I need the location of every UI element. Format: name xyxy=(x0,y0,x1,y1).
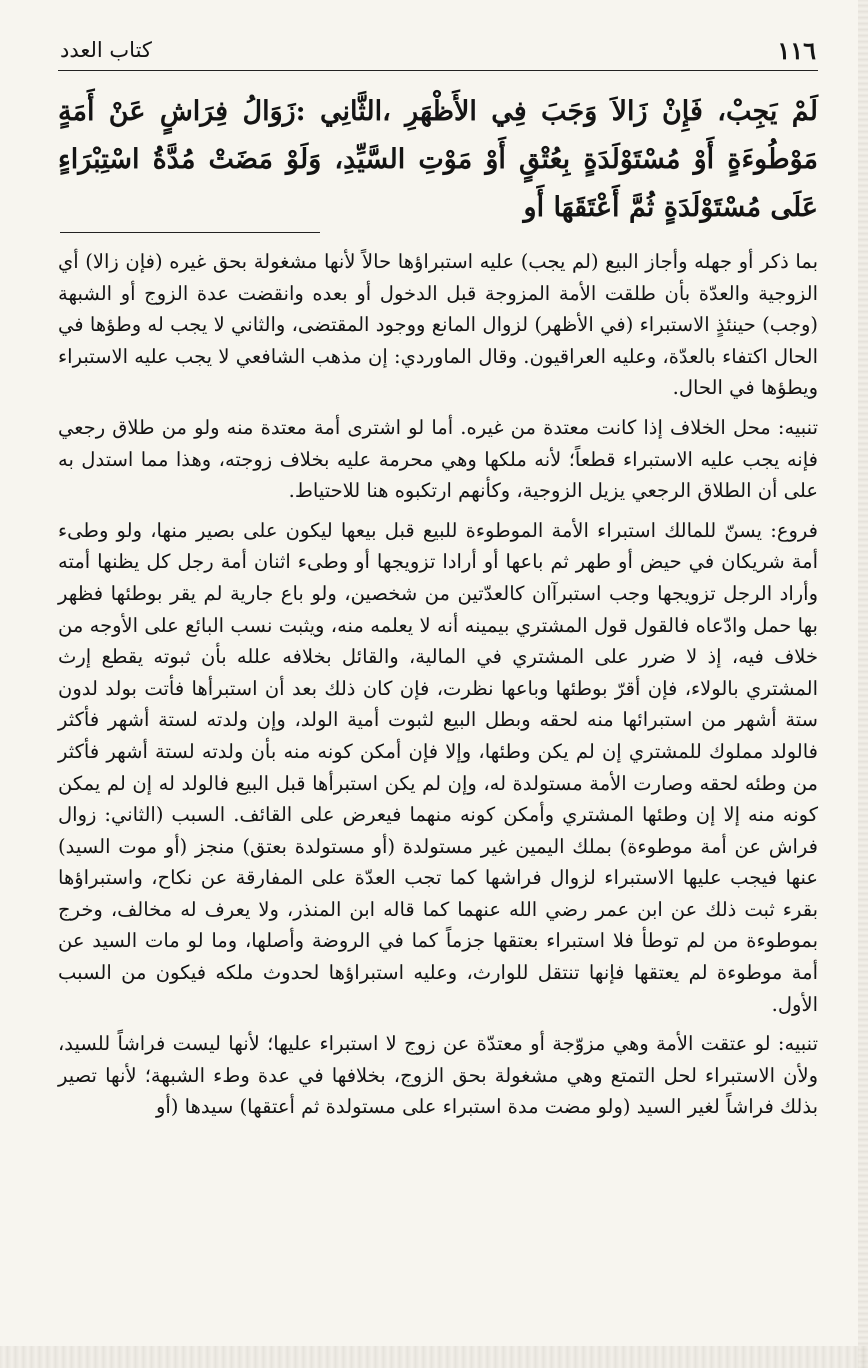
scan-edge-bottom xyxy=(0,1346,868,1368)
commentary-paragraph: تنبيه: لو عتقت الأمة وهي مزوّجة أو معتدّة عن زوج لا استبراء عليها؛ لأنها ليست فراشاً للسيد، ولأن الاستبراء لحل التمتع وهي مشغولة بحق الزوج، بخلافها في عدة وطء الشبهة؛ لأنها تصير بذلك فراشاً لغير السيد (ولو مضت مدة استبراء على مستولدة ثم أعتقها) سيدها (أو xyxy=(58,1032,818,1119)
commentary-paragraph: تنبيه: محل الخلاف إذا كانت معتدة من غيره. أما لو اشترى أمة معتدة منه ولو من طلاق رجعي فإنه يجب عليه الاستبراء قطعاً؛ لأنه ملكها وهي محرمة عليه بخلاف زوجته، وهذا مما استدل به على أن الطلاق الرجعي يزيل الزوجية، وكأنهم ارتكبوه هنا للاحتياط. xyxy=(58,415,818,503)
separator-rule xyxy=(60,232,320,233)
scan-edge-right xyxy=(858,0,868,1368)
page-header xyxy=(58,30,818,71)
commentary-paragraph: بما ذكر أو جهله وأجاز البيع (لم يجب) عليه استبراؤها حالاً لأنها مشغولة بحق غيره (فإن زالا) أي الزوجية والعدّة بأن طلقت الأمة المزوجة قبل الدخول أو بعده وانقضت عدة الزوج أو الشبهة (وجب) حينئذٍ الاستبراء (في الأظهر) لزوال المانع ووجود المقتضى، والثاني لا يجب له وطؤها في الحال اكتفاء بالعدّة، وعليه العراقيون. وقال الماوردي: إن مذهب الشافعي لا يجب عليه الاستبراء ويطؤها في الحال. xyxy=(58,250,818,400)
page-number: ١١٦ xyxy=(777,36,816,65)
commentary xyxy=(58,246,818,1131)
matn-text: لَمْ يَجِبْ، فَإِنْ زَالاَ وَجَبَ فِي الأَظْهَرِ ،الثَّانِي :زَوَالُ فِرَاشٍ عَنْ أَمَةٍ مَوْطُوءَةٍ أَوْ مُسْتَوْلَدَةٍ بِعُتْقٍ أَوْ مَوْتِ السَّيِّدِ، وَلَوْ مَضَتْ مُدَّةُ اسْتِبْرَاءٍ عَلَى مُسْتَوْلَدَةٍ ثُمَّ أَعْتَقَهَا أَو xyxy=(58,96,818,223)
chapter-title: كتاب العدد xyxy=(60,38,152,62)
commentary-paragraph: فروع: يسنّ للمالك استبراء الأمة الموطوءة للبيع قبل بيعها ليكون على بصير منها، ولو وطىء أمة شريكان في حيض أو طهر ثم باعها أو أرادا تزويجها أو وطىء اثنان أمة رجل كل يظنها أمته وأراد الرجل تزويجها وجب استبرآان كالعدّتين من شخصين، ولو باع جارية لم يقر بوطئها فظهر بها حمل وادّعاه فالقول قول المشتري بيمينه أنه لا يعلمه منه، ويثبت نسب البائع على الأوجه من خلاف فيه، إذ لا ضرر على المشتري في المالية، والقائل بخلافه علله بأن ثبوته يقطع إرث المشتري بالولاء، فإن أقرّ بوطئها وباعها نظرت، فإن كان ذلك بعد أن استبرأها فأتت بولد لدون ستة أشهر من استبرائها منه لحقه وبطل البيع لثبوت أمية الولد، وإن ولدته لستة أشهر فأكثر فالولد مملوك للمشتري إن لم يكن وطئها، وإلا فإن أمكن كونه منه بأن ولدته لستة أشهر فأكثر من وطئه لحقه وصارت الأمة مستولدة له، وإن لم يكن استبرأها قبل البيع فالولد له إن لم يمكن كونه منه إلا إن وطئها المشتري وأمكن كونه منهما فيعرض على القائف. السبب (الثاني: زوال فراش عن أمة موطوءة) بملك اليمين غير مستولدة (أو مستولدة بعتق) منجز (أو موت السيد) عنها فيجب عليها الاستبراء لزوال فراشها كما تجب العدّة على المفارقة عن نكاح، واستبراؤها بقرء ثبت ذلك عن ابن عمر رضي الله عنهما كما قاله ابن المنذر، ولا يعرف له مخالف، وخرج بموطوءة من لم توطأ فلا استبراء بعتقها جزماً كما في الروضة وأصلها، وما لو مات السيد عن أمة موطوءة لم يعتقها فإنها تنتقل للوارث، وعليه استبراؤها لحدوث ملكه فيكون من السبب الأول. xyxy=(58,518,818,1016)
